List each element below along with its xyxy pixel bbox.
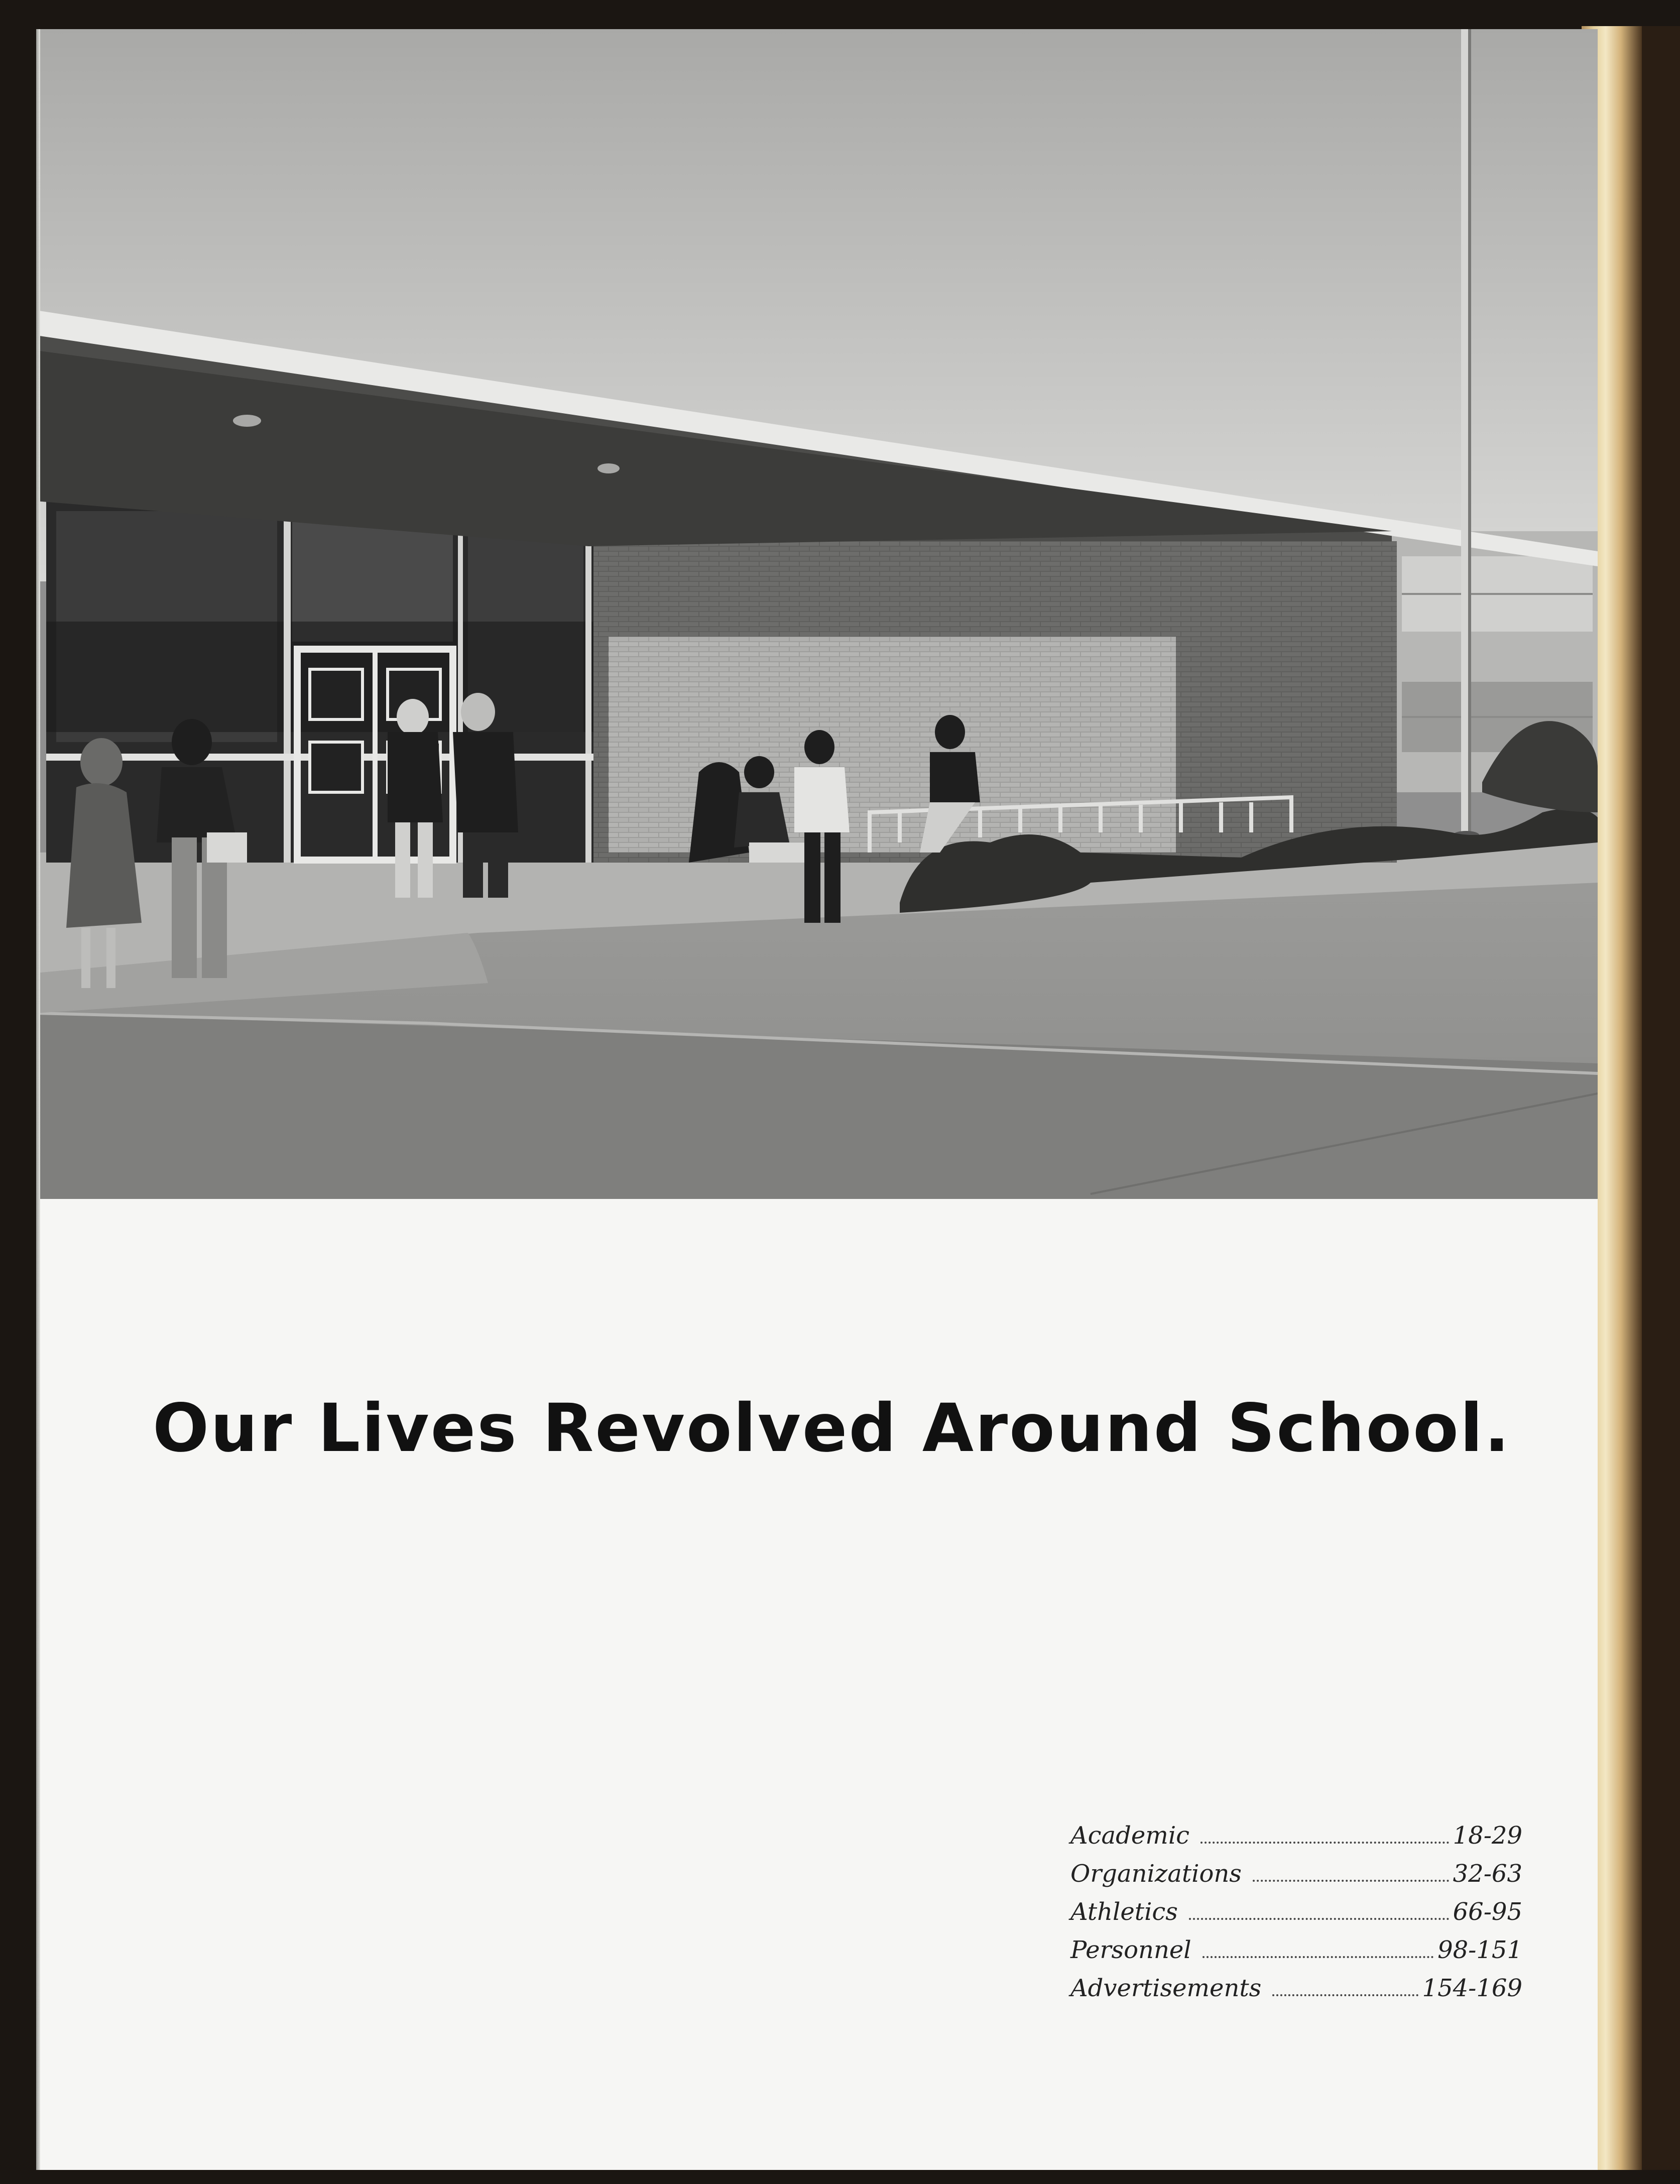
toc-leader-dots bbox=[1253, 1880, 1449, 1882]
school-entrance-photo bbox=[36, 29, 1598, 1199]
toc-page-range: 32-63 bbox=[1453, 1860, 1522, 1888]
page-edge-shadow bbox=[36, 29, 40, 2170]
toc-section-label: Academic bbox=[1070, 1822, 1190, 1850]
toc-section-label: Advertisements bbox=[1070, 1974, 1262, 2002]
toc-row-athletics bbox=[1070, 1898, 1522, 1936]
toc-section-label: Athletics bbox=[1070, 1898, 1178, 1926]
toc-page-range: 154-169 bbox=[1422, 1974, 1522, 2002]
yearbook-page bbox=[36, 29, 1598, 2170]
toc-leader-dots bbox=[1272, 1994, 1418, 1996]
toc-leader-dots bbox=[1203, 1956, 1433, 1958]
page-headline: Our Lives Revolved Around School. bbox=[153, 1390, 1511, 1467]
toc-row-academic bbox=[1070, 1822, 1522, 1860]
toc-row-advertisements bbox=[1070, 1974, 1522, 2012]
toc-row-personnel bbox=[1070, 1936, 1522, 1974]
toc-section-label: Personnel bbox=[1070, 1936, 1191, 1964]
toc-leader-dots bbox=[1189, 1918, 1449, 1920]
table-of-contents bbox=[1070, 1822, 1522, 2012]
toc-page-range: 98-151 bbox=[1437, 1936, 1522, 1964]
toc-page-range: 18-29 bbox=[1453, 1822, 1522, 1850]
toc-page-range: 66-95 bbox=[1453, 1898, 1522, 1926]
book-cover-edge bbox=[1642, 26, 1680, 2170]
toc-leader-dots bbox=[1201, 1842, 1449, 1844]
toc-row-organizations bbox=[1070, 1860, 1522, 1898]
toc-section-label: Organizations bbox=[1070, 1860, 1242, 1888]
